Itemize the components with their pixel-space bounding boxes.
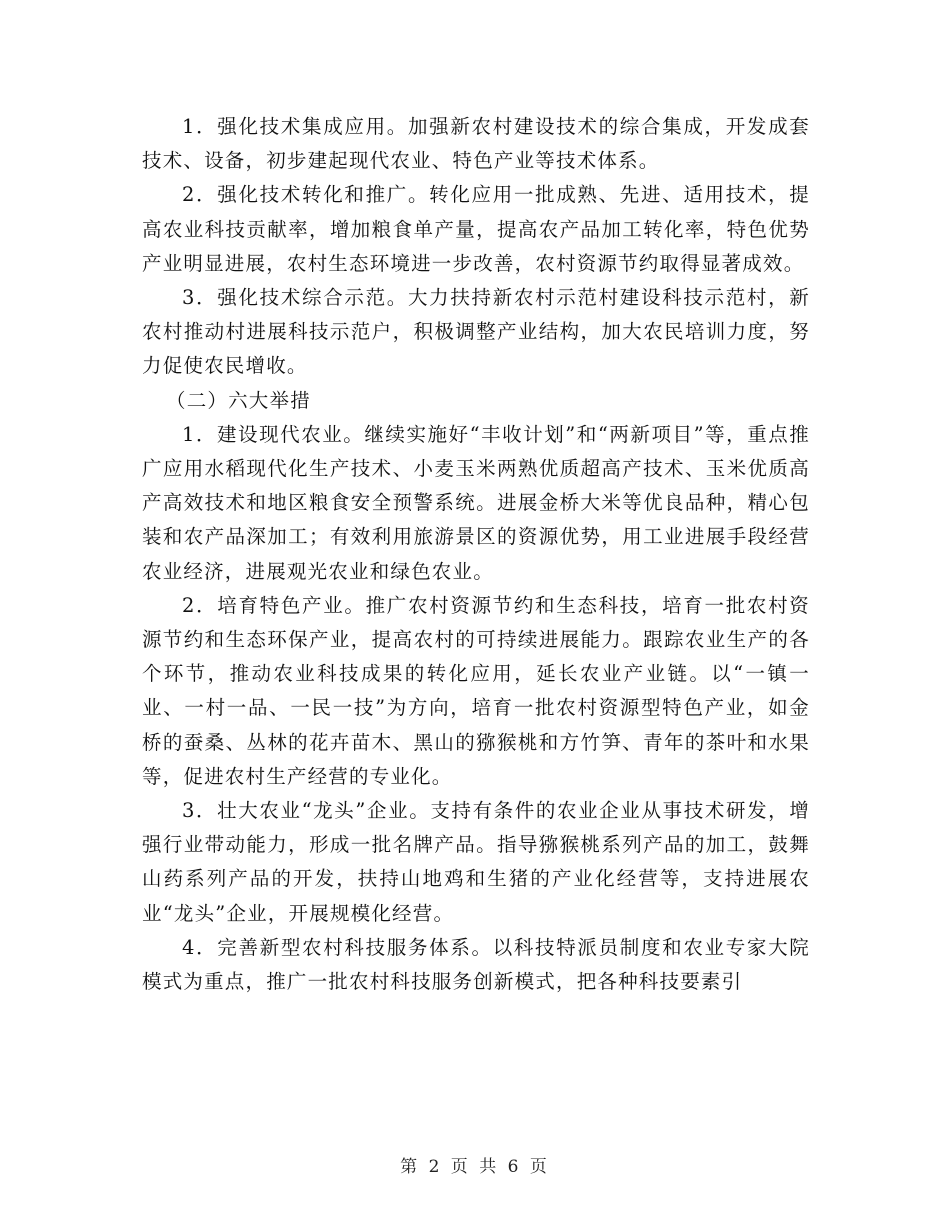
section-heading: （二）六大举措: [166, 388, 311, 412]
paragraph-1: 1．强化技术集成应用。加强新农村建设技术的综合集成，开发成套技术、设备，初步建起现代农业、特色产业等技术体系。: [142, 115, 810, 173]
paragraph-5: 2．培育特色产业。推广农村资源节约和生态科技，培育一批农村资源节约和生态环保产业，提高农村的可持续进展能力。跟踪农业生产的各个环节，推动农业科技成果的转化应用，延长农业产业链。以“一镇一业、一村一品、一民一技”为方向，培育一批农村资源型特色产业，如金桥的蚕桑、丛林的花卉苗木、黑山的猕猴桃和方竹笋、青年的茶叶和水果等，促进农村生产经营的专业化。: [142, 593, 810, 788]
paragraph-7: 4．完善新型农村科技服务体系。以科技特派员制度和农业专家大院模式为重点，推广一批农村科技服务创新模式，把各种科技要素引: [142, 935, 810, 994]
page-number-footer: 第 2 页 共 6 页: [400, 1157, 550, 1177]
paragraph-6: 3．壮大农业“龙头”企业。支持有条件的农业企业从事技术研发，增强行业带动能力，形成一批名牌产品。指导猕猴桃系列产品的加工，鼓舞山药系列产品的开发，扶持山地鸡和生猪的产业化经营等，支持进展农业“龙头”企业，开展规模化经营。: [142, 799, 810, 925]
document-body: [142, 110, 810, 999]
paragraph-2: 2．强化技术转化和推广。转化应用一批成熟、先进、适用技术，提高农业科技贡献率，增加粮食单产量，提高农产品加工转化率，特色优势产业明显进展，农村生态环境进一步改善，农村资源节约取得显著成效。: [142, 183, 810, 275]
paragraph-3: 3．强化技术综合示范。大力扶持新农村示范村建设科技示范村，新农村推动村进展科技示范户，积极调整产业结构，加大农民培训力度，努力促使农民增收。: [142, 286, 810, 378]
paragraph-4: 1．建设现代农业。继续实施好“丰收计划”和“两新项目”等，重点推广应用水稻现代化生产技术、小麦玉米两熟优质超高产技术、玉米优质高产高效技术和地区粮食安全预警系统。进展金桥大米等优良品种，精心包装和农产品深加工；有效利用旅游景区的资源优势，用工业进展手段经营农业经济，进展观光农业和绿色农业。: [142, 422, 810, 583]
